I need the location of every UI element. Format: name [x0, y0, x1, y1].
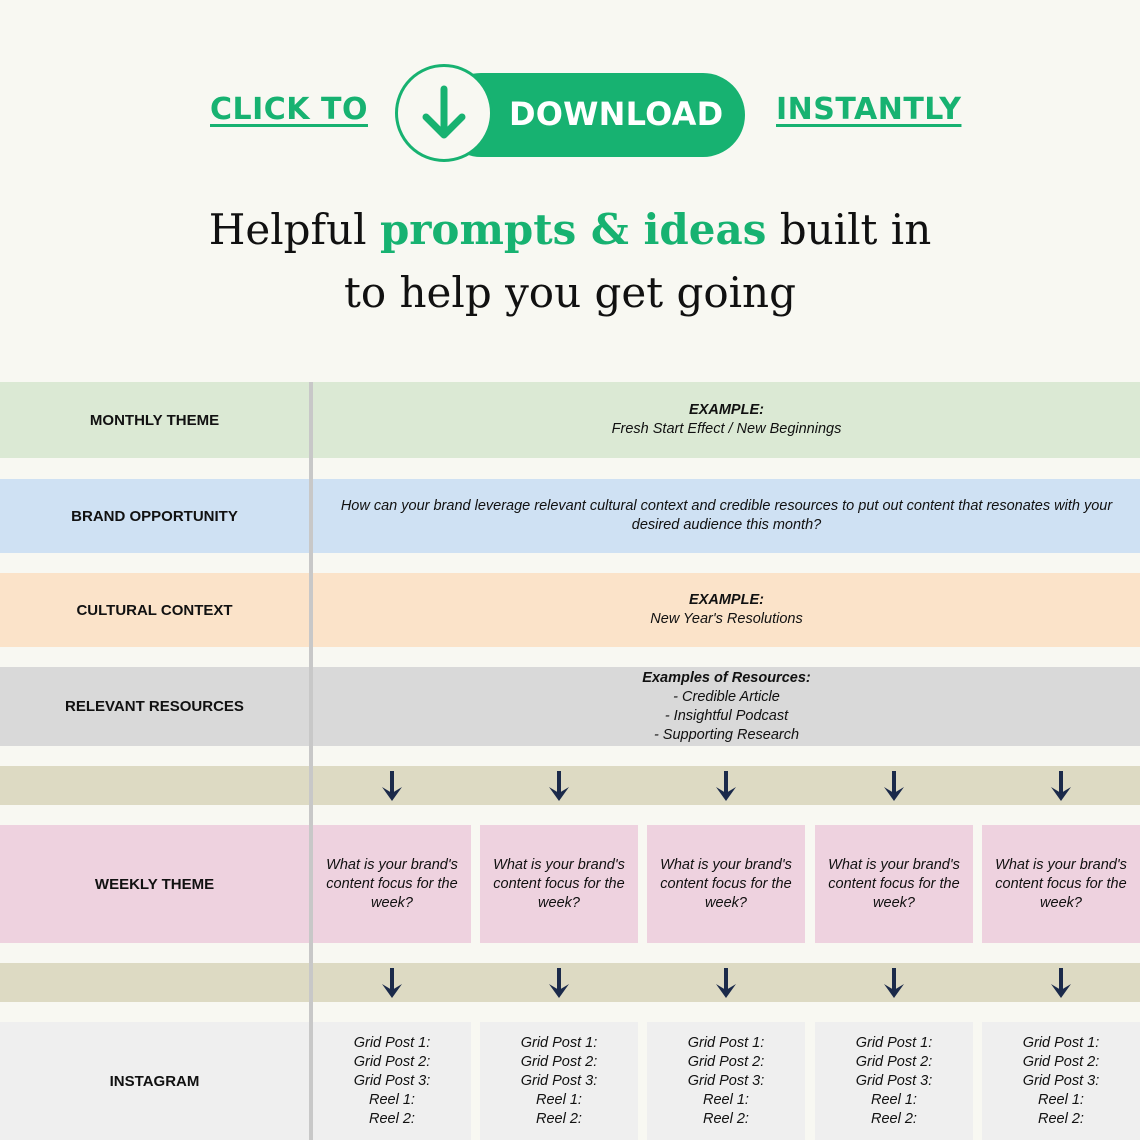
instagram-cell[interactable]	[982, 1022, 1140, 1140]
down-arrow-icon	[815, 766, 973, 805]
instagram-post-slot: Grid Post 1:	[1022, 1034, 1100, 1051]
monthly-theme-heading: EXAMPLE:	[689, 402, 764, 418]
monthly-theme-text: Fresh Start Effect / New Beginnings	[611, 421, 842, 437]
down-arrow-icon	[647, 963, 805, 1002]
instagram-columns	[313, 1022, 1140, 1140]
weekly-theme-prompt: What is your brand's content focus for the week?	[493, 856, 625, 911]
instagram-post-slot: Reel 1:	[1038, 1091, 1084, 1108]
row-relevant-resources	[0, 667, 1140, 746]
weekly-theme-cell[interactable]	[982, 825, 1140, 943]
arrow-row-2	[313, 963, 1140, 1002]
row-instagram	[0, 1022, 1140, 1140]
brand-opportunity-label: BRAND OPPORTUNITY	[71, 507, 238, 525]
content-planner	[0, 382, 1140, 1140]
instagram-post-slot: Grid Post 2:	[687, 1053, 765, 1070]
brand-opportunity-cell[interactable]	[313, 479, 1140, 553]
weekly-theme-prompt: What is your brand's content focus for the week?	[660, 856, 792, 911]
row-arrows-2	[0, 963, 1140, 1002]
weekly-theme-cell[interactable]	[815, 825, 973, 943]
instagram-post-slot: Reel 1:	[871, 1091, 917, 1108]
instagram-post-slot: Grid Post 3:	[520, 1072, 598, 1089]
instagram-post-slot: Grid Post 3:	[855, 1072, 933, 1089]
instagram-post-slot: Reel 2:	[703, 1110, 749, 1127]
row-weekly-theme	[0, 825, 1140, 943]
relevant-resources-heading: Examples of Resources:	[642, 669, 811, 686]
monthly-theme-cell[interactable]	[313, 382, 1140, 458]
headline-line-1	[0, 198, 1140, 261]
instagram-post-slot: Reel 2:	[369, 1110, 415, 1127]
instagram-post-slot: Reel 1:	[536, 1091, 582, 1108]
instagram-post-slot: Grid Post 3:	[353, 1072, 431, 1089]
weekly-theme-prompt: What is your brand's content focus for the week?	[326, 856, 458, 911]
instagram-cell[interactable]	[647, 1022, 805, 1140]
headline-accent: prompts & ideas	[379, 205, 767, 254]
resource-item: - Insightful Podcast	[664, 707, 789, 724]
row-monthly-theme	[0, 382, 1140, 458]
instagram-post-slot: Grid Post 1:	[353, 1034, 431, 1051]
instantly-link[interactable]: INSTANTLY	[776, 92, 962, 127]
arrow-row-1	[313, 766, 1140, 805]
download-cta	[0, 70, 1140, 160]
resource-item: - Supporting Research	[653, 726, 800, 743]
monthly-theme-label: MONTHLY THEME	[89, 411, 220, 429]
instagram-post-slot: Grid Post 2:	[353, 1053, 431, 1070]
download-arrow-icon	[395, 64, 493, 162]
click-to-link[interactable]: CLICK TO	[210, 92, 368, 127]
row-brand-opportunity	[0, 479, 1140, 553]
weekly-theme-cell[interactable]	[647, 825, 805, 943]
down-arrow-icon	[313, 963, 471, 1002]
weekly-theme-columns	[313, 825, 1140, 943]
relevant-resources-cell[interactable]	[313, 667, 1140, 746]
instagram-post-slot: Grid Post 1:	[687, 1034, 765, 1051]
headline-suffix: built in	[766, 205, 932, 254]
instagram-post-slot: Reel 1:	[703, 1091, 749, 1108]
down-arrow-icon	[480, 963, 638, 1002]
weekly-theme-cell[interactable]	[313, 825, 471, 943]
headline	[0, 198, 1140, 324]
down-arrow-icon	[647, 766, 805, 805]
resource-item: - Credible Article	[673, 688, 780, 705]
down-arrow-icon	[313, 766, 471, 805]
label-column-divider	[309, 382, 313, 1140]
instagram-post-slot: Grid Post 1:	[520, 1034, 598, 1051]
instagram-cell[interactable]	[313, 1022, 471, 1140]
weekly-theme-cell[interactable]	[480, 825, 638, 943]
instagram-post-slot: Grid Post 2:	[1022, 1053, 1100, 1070]
brand-opportunity-text: How can your brand leverage relevant cultural context and credible resources to put out content that resonates with your desired audience this month?	[340, 498, 1113, 533]
cultural-context-heading: EXAMPLE:	[689, 592, 764, 608]
download-button[interactable]	[395, 70, 747, 158]
weekly-theme-prompt: What is your brand's content focus for the week?	[995, 856, 1127, 911]
instagram-post-slot: Grid Post 2:	[855, 1053, 933, 1070]
cultural-context-text: New Year's Resolutions	[650, 611, 803, 627]
instagram-post-slot: Grid Post 1:	[855, 1034, 933, 1051]
instagram-post-slot: Reel 1:	[369, 1091, 415, 1108]
instagram-label: INSTAGRAM	[0, 1022, 309, 1140]
download-label: DOWNLOAD	[509, 95, 724, 133]
row-arrows-1	[0, 766, 1140, 805]
cultural-context-label: CULTURAL CONTEXT	[76, 601, 233, 619]
instagram-post-slot: Reel 2:	[1038, 1110, 1084, 1127]
instagram-cell[interactable]	[480, 1022, 638, 1140]
headline-line-2: to help you get going	[343, 268, 796, 317]
instagram-post-slot: Reel 2:	[871, 1110, 917, 1127]
down-arrow-icon	[480, 766, 638, 805]
weekly-theme-prompt: What is your brand's content focus for the week?	[828, 856, 960, 911]
cultural-context-cell[interactable]	[313, 573, 1140, 647]
down-arrow-icon	[982, 963, 1140, 1002]
instagram-post-slot: Grid Post 3:	[1022, 1072, 1100, 1089]
down-arrow-icon	[815, 963, 973, 1002]
row-cultural-context	[0, 573, 1140, 647]
instagram-post-slot: Grid Post 2:	[520, 1053, 598, 1070]
instagram-post-slot: Grid Post 3:	[687, 1072, 765, 1089]
instagram-post-slot: Reel 2:	[536, 1110, 582, 1127]
instagram-cell[interactable]	[815, 1022, 973, 1140]
down-arrow-icon	[982, 766, 1140, 805]
weekly-theme-label: WEEKLY THEME	[0, 825, 309, 943]
relevant-resources-label: RELEVANT RESOURCES	[65, 698, 244, 715]
headline-prefix: Helpful	[208, 205, 380, 254]
